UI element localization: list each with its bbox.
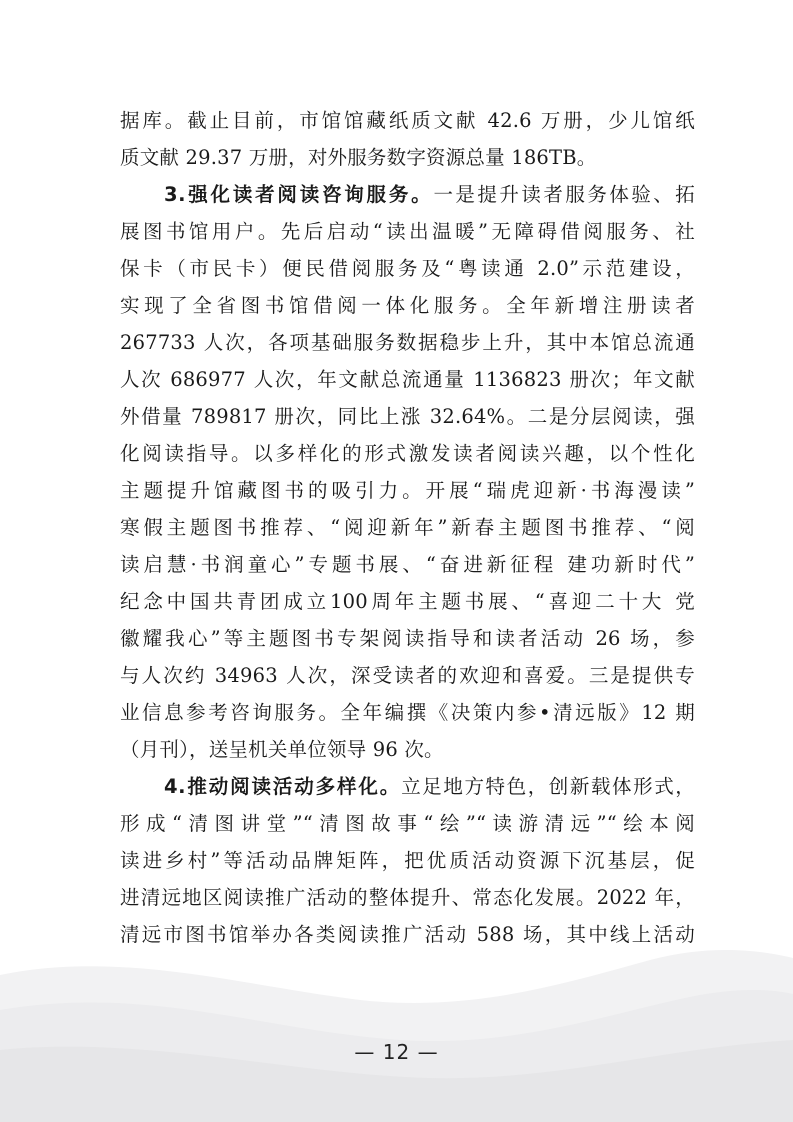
page-number: — 12 —	[354, 1040, 439, 1064]
text-line	[120, 731, 695, 768]
line-text: 实现了全省图书馆借阅一体化服务。全年新增注册读者	[120, 294, 695, 317]
line-text: 寒假主题图书推荐、“阅迎新年”新春主题图书推荐、“阅	[120, 516, 695, 539]
line-text: 一是提升读者服务体验、拓	[433, 183, 695, 206]
line-text: （月刊），送呈机关单位领导 96 次。	[120, 738, 444, 761]
text-line	[120, 694, 695, 731]
line-text: 读进乡村”等活动品牌矩阵，把优质活动资源下沉基层，促	[120, 849, 695, 872]
text-line	[120, 546, 695, 583]
line-text: 纪念中国共青团成立100周年主题书展、“喜迎二十大 党	[120, 590, 695, 613]
line-text: 进清远地区阅读推广活动的整体提升、常态化发展。2022 年，	[120, 886, 695, 909]
body-text	[120, 102, 695, 953]
text-line	[120, 102, 695, 139]
text-line	[120, 250, 695, 287]
text-line	[120, 657, 695, 694]
line-text: 徽耀我心”等主题图书专架阅读指导和读者活动 26 场，参	[120, 627, 695, 650]
line-text: 据库。截止目前，市馆馆藏纸质文献 42.6 万册，少儿馆纸	[120, 109, 695, 132]
line-text: 保卡（市民卡）便民借阅服务及“粤读通 2.0”示范建设，	[120, 257, 695, 280]
text-line	[120, 287, 695, 324]
line-text: 主题提升馆藏图书的吸引力。开展“瑞虎迎新·书海漫读”	[120, 479, 695, 502]
line-text: 清远市图书馆举办各类阅读推广活动 588 场，其中线上活动	[120, 923, 695, 946]
line-text: 立足地方特色，创新载体形式，	[401, 775, 695, 798]
line-text: 业信息参考咨询服务。全年编撰《决策内参•清远版》12 期	[120, 701, 695, 724]
paragraph-heading-line	[120, 768, 695, 805]
line-text: 人次 686977 人次，年文献总流通量 1136823 册次；年文献	[120, 368, 695, 391]
text-line	[120, 398, 695, 435]
text-line	[120, 139, 695, 176]
text-line	[120, 805, 695, 842]
section-heading: 4.推动阅读活动多样化。	[164, 775, 402, 798]
text-line	[120, 916, 695, 953]
text-line	[120, 213, 695, 250]
line-text: 化阅读指导。以多样化的形式激发读者阅读兴趣，以个性化	[120, 442, 695, 465]
text-line	[120, 472, 695, 509]
paragraph-heading-line	[120, 176, 695, 213]
text-line	[120, 842, 695, 879]
text-line	[120, 361, 695, 398]
section-heading: 3.强化读者阅读咨询服务。	[164, 183, 434, 206]
line-text: 267733 人次，各项基础服务数据稳步上升，其中本馆总流通	[120, 331, 695, 354]
text-line	[120, 583, 695, 620]
text-line	[120, 879, 695, 916]
line-text: 形成“清图讲堂”“清图故事“绘”“读游清远”“绘本阅	[120, 812, 695, 835]
line-text: 质文献 29.37 万册，对外服务数字资源总量 186TB。	[120, 146, 597, 169]
text-line	[120, 435, 695, 472]
text-line	[120, 509, 695, 546]
text-line	[120, 620, 695, 657]
line-text: 展图书馆用户。先后启动“读出温暖”无障碍借阅服务、社	[120, 220, 695, 243]
line-text: 与人次约 34963 人次，深受读者的欢迎和喜爱。三是提供专	[120, 664, 695, 687]
line-text: 外借量 789817 册次，同比上涨 32.64%。二是分层阅读，强	[120, 405, 695, 428]
line-text: 读启慧·书润童心”专题书展、“奋进新征程 建功新时代”	[120, 553, 695, 576]
text-line	[120, 324, 695, 361]
